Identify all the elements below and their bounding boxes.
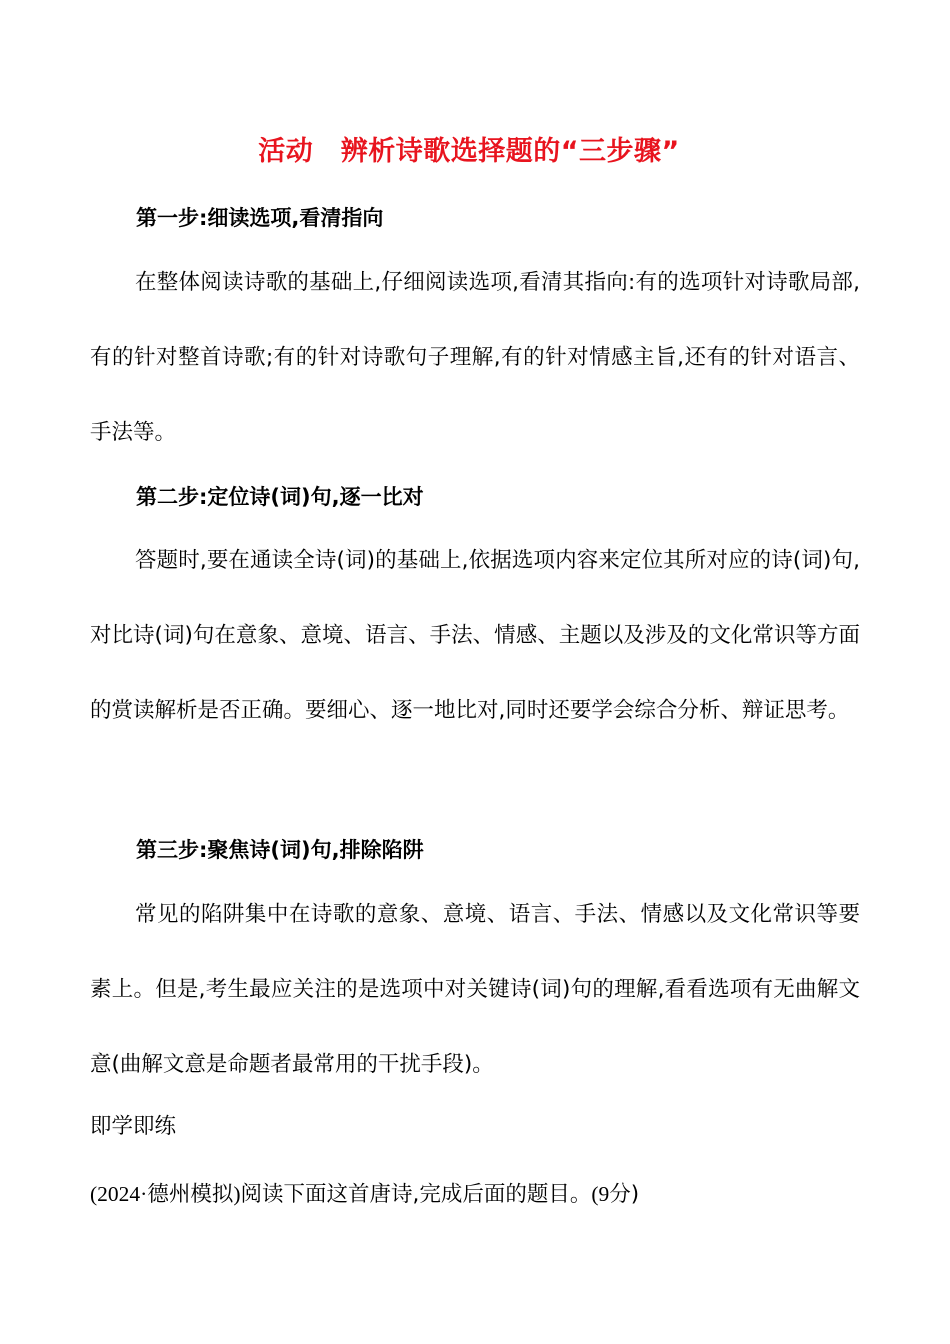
step-1-heading: 第一步:细读选项,看清指向: [136, 206, 384, 230]
page-title: 活动 辨析诗歌选择题的“三步骤”: [258, 136, 680, 167]
source-year: (2024·: [90, 1182, 148, 1206]
source-score: (9: [591, 1182, 610, 1206]
source-paren: ): [233, 1182, 241, 1206]
step-2-body: 答题时,要在通读全诗(词)的基础上,依据选项内容来定位其所对应的诗(词)句,对比诗(词)句在意象、意境、语言、手法、情感、主题以及涉及的文化常识等方面的赏读解析是否正确。要细心、逐一地比对,同时还要学会综合分析、辩证思考。: [90, 548, 860, 723]
practice-source-line: [90, 1179, 639, 1210]
source-place: 德州模拟: [147, 1182, 234, 1207]
source-score-unit: 分): [609, 1182, 640, 1207]
step-2-heading: 第二步:定位诗(词)句,逐一比对: [136, 485, 424, 509]
step-3-body: 常见的陷阱集中在诗歌的意象、意境、语言、手法、情感以及文化常识等要素上。但是,考生最应关注的是选项中对关键诗(词)句的理解,看看选项有无曲解文意(曲解文意是命题者最常用的干扰手段)。: [90, 902, 860, 1077]
source-instruction: 阅读下面这首唐诗,完成后面的题目。: [240, 1182, 592, 1207]
step-3-heading: 第三步:聚焦诗(词)句,排除陷阱: [136, 838, 424, 862]
step-1-body: 在整体阅读诗歌的基础上,仔细阅读选项,看清其指向:有的选项针对诗歌局部,有的针对整首诗歌;有的针对诗歌句子理解,有的针对情感主旨,还有的针对语言、手法等。: [90, 270, 860, 445]
practice-label: 即学即练: [90, 1114, 177, 1139]
